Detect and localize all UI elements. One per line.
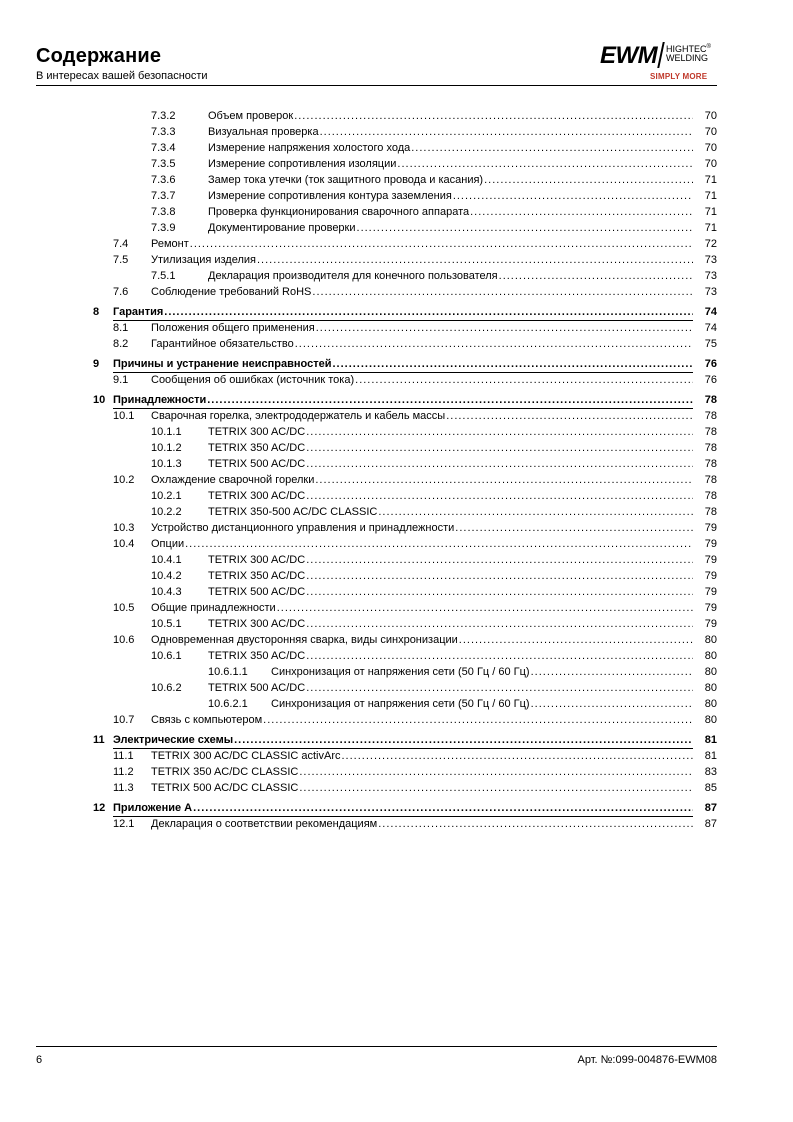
toc-entry[interactable] <box>0 252 793 268</box>
toc-leader-dots <box>306 616 717 632</box>
toc-entry[interactable] <box>0 284 793 300</box>
toc-entry-title: TETRIX 500 AC/DC <box>208 682 306 694</box>
logo-tagline: SIMPLY MORE <box>650 72 708 81</box>
toc-entry-page: 81 <box>693 748 717 764</box>
toc-entry-page: 80 <box>693 648 717 664</box>
toc-leader-dots <box>306 648 717 664</box>
toc-entry[interactable] <box>0 616 793 632</box>
toc-entry[interactable] <box>0 140 793 156</box>
toc-entry-page: 71 <box>693 220 717 236</box>
toc-entry-title: Измерение сопротивления изоляции <box>208 158 397 170</box>
toc-entry[interactable] <box>0 188 793 204</box>
toc-entry-page: 70 <box>693 108 717 124</box>
toc-entry-number: 7.5 <box>113 254 129 266</box>
toc-entry[interactable] <box>0 456 793 472</box>
toc-entry-number: 11.1 <box>113 750 134 762</box>
toc-entry[interactable] <box>0 156 793 172</box>
toc-entry-number: 10.4.2 <box>151 570 182 582</box>
toc-entry[interactable] <box>0 632 793 648</box>
toc-entry[interactable] <box>0 696 793 712</box>
toc-entry[interactable] <box>0 520 793 536</box>
toc-entry-title: Положения общего применения <box>151 322 315 334</box>
toc-entry-number: 10.3 <box>113 522 135 534</box>
toc-entry[interactable] <box>0 204 793 220</box>
toc-entry-page: 78 <box>693 392 717 408</box>
toc-leader-dots <box>306 584 717 600</box>
toc-entry-title: Электрические схемы <box>113 734 234 746</box>
footer-page-number: 6 <box>36 1054 43 1066</box>
toc-entry[interactable] <box>0 600 793 616</box>
toc-entry-number: 10.4.1 <box>151 554 182 566</box>
toc-entry-number: 9 <box>93 358 100 370</box>
toc-entry-title: Гарантийное обязательство <box>151 338 294 350</box>
toc-leader-dots <box>312 284 717 300</box>
toc-leader-dots <box>315 472 717 488</box>
footer-article-number: Арт. №:099-004876-EWM08 <box>577 1054 717 1066</box>
toc-leader-dots <box>378 816 717 832</box>
toc-entry-title: Измерение сопротивления контура заземления <box>208 190 452 202</box>
toc-leader-dots <box>455 520 717 536</box>
toc-entry-number: 8 <box>93 306 100 318</box>
toc-leader-dots <box>190 236 717 252</box>
toc-entry[interactable] <box>0 712 793 728</box>
toc-entry-page: 80 <box>693 696 717 712</box>
toc-entry[interactable] <box>0 816 793 832</box>
toc-entry-page: 70 <box>693 156 717 172</box>
toc-entry-number: 10.5.1 <box>151 618 182 630</box>
toc-entry-number: 8.1 <box>113 322 129 334</box>
toc-entry-page: 87 <box>693 800 717 816</box>
toc-entry-title: Приложение A <box>113 802 193 814</box>
toc-entry-number: 10.6.1 <box>151 650 182 662</box>
toc-entry-number: 10.1.2 <box>151 442 182 454</box>
toc-entry-title: Связь с компьютером <box>151 714 263 726</box>
toc-entry-title: Утилизация изделия <box>151 254 256 266</box>
toc-entry[interactable] <box>0 732 793 748</box>
toc-entry-number: 7.3.5 <box>151 158 176 170</box>
ewm-logo <box>600 36 720 86</box>
toc-leader-dots <box>531 664 717 680</box>
toc-leader-dots <box>164 304 717 320</box>
toc-leader-dots <box>306 552 717 568</box>
toc-entry-page: 71 <box>693 204 717 220</box>
toc-leader-dots <box>185 536 717 552</box>
logo-brand: EWM <box>600 42 658 69</box>
toc-entry[interactable] <box>0 568 793 584</box>
toc-entry[interactable] <box>0 440 793 456</box>
toc-entry[interactable] <box>0 172 793 188</box>
toc-entry-page: 81 <box>693 732 717 748</box>
toc-entry-number: 11 <box>93 734 105 746</box>
toc-entry-title: TETRIX 500 AC/DC <box>208 586 306 598</box>
toc-entry-title: Синхронизация от напряжения сети (50 Гц / 60 Гц) <box>271 666 530 678</box>
toc-entry-page: 79 <box>693 536 717 552</box>
toc-entry-page: 75 <box>693 336 717 352</box>
toc-leader-dots <box>234 732 717 748</box>
toc-entry-title: Устройство дистанционного управления и принадлежности <box>151 522 455 534</box>
toc-entry-title: Причины и устранение неисправностей <box>113 358 332 370</box>
toc-entry[interactable] <box>0 108 793 124</box>
page-subtitle: В интересах вашей безопасности <box>36 70 208 82</box>
toc-entry-title: Общие принадлежности <box>151 602 276 614</box>
toc-entry-page: 80 <box>693 664 717 680</box>
toc-entry-number: 9.1 <box>113 374 129 386</box>
toc-leader-dots <box>277 600 717 616</box>
toc-entry-page: 76 <box>693 356 717 372</box>
toc-entry-page: 79 <box>693 568 717 584</box>
logo-line1: HIGHTEC® <box>666 44 711 54</box>
toc-entry[interactable] <box>0 780 793 796</box>
logo-line2: WELDING <box>666 53 709 63</box>
toc-entry-number: 7.3.2 <box>151 110 176 122</box>
toc-entry-title: Одновременная двусторонняя сварка, виды синхронизации <box>151 634 458 646</box>
toc-leader-dots <box>306 456 717 472</box>
toc-entry-number: 12.1 <box>113 818 135 830</box>
toc-entry[interactable] <box>0 488 793 504</box>
toc-leader-dots <box>306 568 717 584</box>
toc-entry-page: 72 <box>693 236 717 252</box>
toc-entry-page: 78 <box>693 472 717 488</box>
toc-entry-page: 79 <box>693 616 717 632</box>
toc-entry-number: 10.7 <box>113 714 135 726</box>
toc-entry-number: 7.3.8 <box>151 206 176 218</box>
toc-entry-page: 83 <box>693 764 717 780</box>
toc-entry-number: 10.2.2 <box>151 506 182 518</box>
toc-entry-title: Гарантия <box>113 306 164 318</box>
toc-leader-dots <box>355 372 717 388</box>
toc-leader-dots <box>193 800 717 816</box>
toc-leader-dots <box>411 140 717 156</box>
toc-entry-title: TETRIX 300 AC/DC <box>208 554 306 566</box>
toc-entry-number: 10.4.3 <box>151 586 182 598</box>
toc-entry-number: 7.4 <box>113 238 129 250</box>
toc-leader-dots <box>299 780 717 796</box>
toc-entry-page: 85 <box>693 780 717 796</box>
toc-entry[interactable] <box>0 372 793 388</box>
toc-entry[interactable] <box>0 748 793 764</box>
toc-entry-page: 70 <box>693 140 717 156</box>
toc-entry-page: 78 <box>693 488 717 504</box>
toc-entry-page: 76 <box>693 372 717 388</box>
toc-entry-page: 73 <box>693 252 717 268</box>
toc-leader-dots <box>306 680 717 696</box>
toc-leader-dots <box>306 424 717 440</box>
toc-entry-page: 73 <box>693 284 717 300</box>
toc-entry[interactable] <box>0 552 793 568</box>
toc-entry-number: 10.2.1 <box>151 490 182 502</box>
toc-entry-number: 7.5.1 <box>151 270 176 282</box>
toc-entry-number: 8.2 <box>113 338 129 350</box>
toc-entry-title: Сварочная горелка, электрододержатель и кабель массы <box>151 410 446 422</box>
toc-entry[interactable] <box>0 124 793 140</box>
toc-entry[interactable] <box>0 304 793 320</box>
toc-entry-page: 78 <box>693 504 717 520</box>
toc-leader-dots <box>378 504 717 520</box>
toc-entry-title: Декларация о соответствии рекомендациям <box>151 818 378 830</box>
toc-entry-number: 7.3.6 <box>151 174 176 186</box>
toc-entry[interactable] <box>0 336 793 352</box>
toc-entry-title: TETRIX 500 AC/DC CLASSIC <box>151 782 299 794</box>
toc-leader-dots <box>470 204 717 220</box>
toc-entry-title: Замер тока утечки (ток защитного провода и касания) <box>208 174 484 186</box>
toc-leader-dots <box>263 712 717 728</box>
toc-leader-dots <box>316 320 717 336</box>
toc-entry-title: Проверка функционирования сварочного аппарата <box>208 206 470 218</box>
toc-entry[interactable] <box>0 800 793 816</box>
toc-entry-title: Сообщения об ошибках (источник тока) <box>151 374 355 386</box>
toc-entry-number: 10.6.1.1 <box>208 666 248 678</box>
toc-entry[interactable] <box>0 664 793 680</box>
toc-entry-number: 7.3.9 <box>151 222 176 234</box>
toc-entry[interactable] <box>0 356 793 372</box>
toc-entry-number: 10.1.3 <box>151 458 182 470</box>
toc-leader-dots <box>484 172 717 188</box>
toc-entry[interactable] <box>0 424 793 440</box>
toc-entry-title: Декларация производителя для конечного пользователя <box>208 270 498 282</box>
toc-entry-title: Опции <box>151 538 185 550</box>
toc-entry-number: 10.6.2.1 <box>208 698 248 710</box>
toc-entry-title: TETRIX 350 AC/DC <box>208 442 306 454</box>
page-title: Содержание <box>36 45 162 67</box>
toc-leader-dots <box>299 764 717 780</box>
toc-leader-dots <box>257 252 717 268</box>
toc-entry[interactable] <box>0 320 793 336</box>
toc-leader-dots <box>320 124 717 140</box>
toc-entry-number: 12 <box>93 802 106 814</box>
toc-entry-number: 10.4 <box>113 538 135 550</box>
toc-entry-page: 78 <box>693 424 717 440</box>
toc-entry-page: 71 <box>693 172 717 188</box>
toc-entry-title: Измерение напряжения холостого хода <box>208 142 411 154</box>
toc-entry-title: TETRIX 350 AC/DC CLASSIC <box>151 766 299 778</box>
toc-entry-page: 80 <box>693 712 717 728</box>
toc-entry-page: 71 <box>693 188 717 204</box>
toc-entry-number: 10.5 <box>113 602 135 614</box>
toc-entry-title: TETRIX 350 AC/DC <box>208 650 306 662</box>
toc-entry-title: Документирование проверки <box>208 222 356 234</box>
toc-leader-dots <box>306 488 717 504</box>
toc-entry-page: 80 <box>693 680 717 696</box>
toc-entry-title: TETRIX 300 AC/DC <box>208 490 306 502</box>
toc-entry-title: TETRIX 350-500 AC/DC CLASSIC <box>208 506 378 518</box>
toc-entry-number: 10.6.2 <box>151 682 182 694</box>
toc-entry[interactable] <box>0 472 793 488</box>
toc-entry-title: TETRIX 500 AC/DC <box>208 458 306 470</box>
toc-leader-dots <box>207 392 717 408</box>
toc-entry-title: TETRIX 300 AC/DC <box>208 426 306 438</box>
toc-entry-page: 80 <box>693 632 717 648</box>
toc-entry-page: 74 <box>693 304 717 320</box>
toc-entry-title: Соблюдение требований RoHS <box>151 286 312 298</box>
toc-entry[interactable] <box>0 504 793 520</box>
toc-entry[interactable] <box>0 584 793 600</box>
toc-entry-page: 78 <box>693 408 717 424</box>
toc-leader-dots <box>294 108 717 124</box>
toc-entry-page: 79 <box>693 520 717 536</box>
footer-divider <box>36 1046 717 1047</box>
toc-entry-page: 70 <box>693 124 717 140</box>
toc-entry-title: TETRIX 300 AC/DC CLASSIC activArc <box>151 750 341 762</box>
toc-leader-dots <box>531 696 717 712</box>
toc-leader-dots <box>453 188 717 204</box>
toc-entry-number: 7.6 <box>113 286 129 298</box>
toc-entry[interactable] <box>0 536 793 552</box>
toc-entry[interactable] <box>0 220 793 236</box>
logo-divider <box>657 42 665 68</box>
toc-entry-page: 79 <box>693 600 717 616</box>
toc-entry-page: 78 <box>693 456 717 472</box>
toc-entry-page: 74 <box>693 320 717 336</box>
toc-entry-title: TETRIX 300 AC/DC <box>208 618 306 630</box>
toc-entry-page: 87 <box>693 816 717 832</box>
toc-entry-page: 79 <box>693 584 717 600</box>
toc-entry-number: 10.6 <box>113 634 135 646</box>
toc-leader-dots <box>332 356 717 372</box>
toc-leader-dots <box>295 336 717 352</box>
toc-entry-title: Синхронизация от напряжения сети (50 Гц / 60 Гц) <box>271 698 530 710</box>
toc-entry-number: 10.1 <box>113 410 135 422</box>
toc-entry-page: 78 <box>693 440 717 456</box>
toc-entry-number: 7.3.7 <box>151 190 176 202</box>
toc-entry-page: 79 <box>693 552 717 568</box>
toc-entry-number: 7.3.4 <box>151 142 176 154</box>
toc-entry-title: Ремонт <box>151 238 189 250</box>
toc-entry[interactable] <box>0 680 793 696</box>
toc-entry[interactable] <box>0 408 793 424</box>
toc-leader-dots <box>499 268 717 284</box>
toc-entry[interactable] <box>0 764 793 780</box>
toc-entry-number: 10.2 <box>113 474 135 486</box>
toc-leader-dots <box>357 220 717 236</box>
toc-entry-page: 73 <box>693 268 717 284</box>
toc-entry-number: 10 <box>93 394 106 406</box>
toc-entry-number: 11.3 <box>113 782 134 794</box>
toc-entry-title: Принадлежности <box>113 394 207 406</box>
toc-leader-dots <box>397 156 717 172</box>
toc-leader-dots <box>446 408 717 424</box>
toc-entry[interactable] <box>0 648 793 664</box>
toc-entry-number: 7.3.3 <box>151 126 176 138</box>
toc-entry-title: Объем проверок <box>208 110 294 122</box>
toc-entry-number: 10.1.1 <box>151 426 182 438</box>
toc-leader-dots <box>342 748 718 764</box>
toc-leader-dots <box>306 440 717 456</box>
toc-entry-number: 11.2 <box>113 766 134 778</box>
toc-entry-title: Визуальная проверка <box>208 126 319 138</box>
toc-entry[interactable] <box>0 268 793 284</box>
toc-entry-title: Охлаждение сварочной горелки <box>151 474 315 486</box>
toc-entry[interactable] <box>0 236 793 252</box>
toc-leader-dots <box>459 632 717 648</box>
toc-entry-title: TETRIX 350 AC/DC <box>208 570 306 582</box>
toc-entry[interactable] <box>0 392 793 408</box>
